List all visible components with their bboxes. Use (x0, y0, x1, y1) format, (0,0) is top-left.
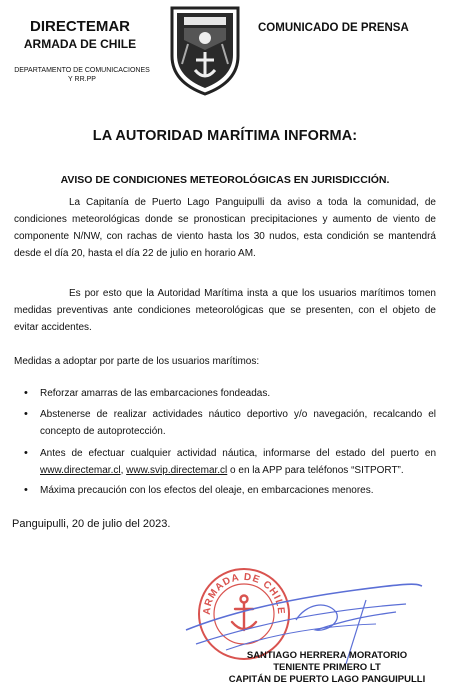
measure-text: o en la APP para teléfonos “SITPORT”. (227, 465, 404, 476)
navy-crest-logo (168, 4, 242, 96)
signatory-role: CAPITÁN DE PUERTO LAGO PANGUIPULLI (228, 674, 426, 685)
list-item (24, 445, 436, 479)
press-release-label: COMUNICADO DE PRENSA (258, 22, 409, 34)
list-item (24, 482, 436, 499)
signatory-rank: TENIENTE PRIMERO LT (273, 662, 381, 673)
main-title: LA AUTORIDAD MARÍTIMA INFORMA: (92, 128, 358, 144)
measures-list (24, 385, 436, 499)
paragraph-warning: Es por esto que la Autoridad Marítima insta a que los usuarios marítimos tomen medidas preventivas ante condiciones meteorológicas que se presenten, con el objeto de evitar accidentes. (14, 288, 436, 333)
measure-text: Máxima precaución con los efectos del oleaje, en embarcaciones menores. (40, 485, 374, 496)
place-date: Panguipulli, 20 de julio del 2023. (12, 518, 171, 530)
department-line-1: DEPARTAMENTO DE COMUNICACIONES (14, 67, 150, 74)
list-item (24, 385, 436, 402)
signatory-name: SANTIAGO HERRERA MORATORIO (246, 650, 408, 661)
stamp-text: ARMADA DE CHILE (201, 571, 287, 616)
link-separator: , (120, 465, 127, 476)
measure-text: Reforzar amarras de las embarcaciones fondeadas. (40, 388, 271, 399)
list-item (24, 406, 436, 440)
measures-intro: Medidas a adoptar por parte de los usuarios marítimos: (14, 356, 260, 367)
notice-subtitle: AVISO DE CONDICIONES METEOROLÓGICAS EN JURISDICCIÓN. (60, 174, 390, 186)
measure-text: Abstenerse de realizar actividades náutico deportivo y/o navegación, recalcando el concepto de autoprotección. (40, 409, 436, 437)
department-line-2: Y RR.PP (68, 76, 96, 83)
org-subtitle: ARMADA DE CHILE (23, 37, 137, 51)
paragraph-notice: La Capitanía de Puerto Lago Panguipulli da aviso a toda la comunidad, de condiciones meteorológicas donde se pronostican precipitaciones y aumento de viento de componente N/NW, con rachas de viento hasta los 30 nudos, esta condición se mantendrá desde el día 20, hasta el día 22 de julio en horario AM. (14, 197, 436, 259)
org-name: DIRECTEMAR (30, 18, 130, 35)
directemar-link[interactable]: www.directemar.cl (40, 465, 121, 476)
svip-link[interactable]: www.svip.directemar.cl (126, 465, 228, 476)
measure-text: Antes de efectuar cualquier actividad náutica, informarse del estado del puerto en (40, 448, 436, 459)
